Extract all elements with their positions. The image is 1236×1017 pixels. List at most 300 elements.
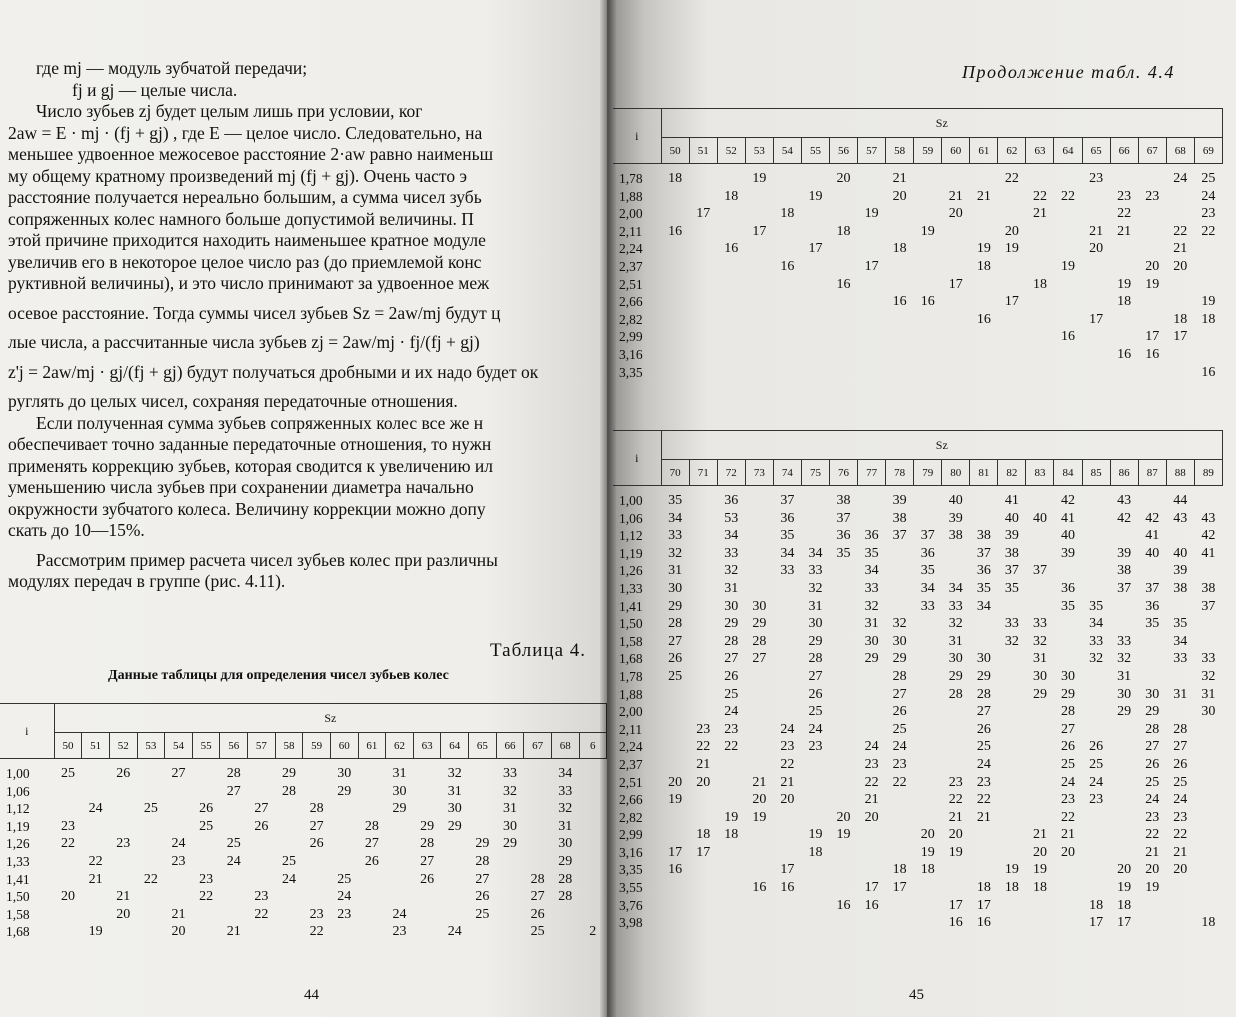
column-header: 78 — [886, 460, 914, 486]
teeth-cell: 30 — [976, 651, 991, 667]
teeth-cell — [1110, 598, 1138, 616]
teeth-cell — [970, 170, 998, 188]
teeth-cell — [1026, 240, 1054, 258]
column-header: 63 — [413, 733, 441, 759]
teeth-cell — [717, 346, 745, 364]
column-header: 74 — [773, 460, 801, 486]
teeth-cell — [109, 871, 137, 889]
teeth-cell — [1054, 650, 1082, 668]
text-line: меньшее удвоенное межосевое расстояние 2·aw равно наименьш — [8, 144, 494, 164]
teeth-cell: 24 — [1173, 792, 1188, 808]
teeth-cell — [1194, 861, 1222, 879]
teeth-cell: 19 — [88, 924, 103, 940]
ratio-cell: 2,00 — [619, 704, 643, 720]
teeth-cell: 20 — [1032, 844, 1047, 860]
teeth-cell — [54, 923, 82, 941]
teeth-cell: 31 — [724, 580, 739, 596]
teeth-cell — [745, 562, 773, 580]
teeth-cell: 19 — [864, 206, 879, 222]
teeth-cell — [248, 923, 276, 941]
teeth-cell: 33 — [1089, 633, 1104, 649]
teeth-cell: 21 — [116, 889, 131, 905]
teeth-cell — [689, 598, 717, 616]
teeth-cell: 22 — [60, 836, 75, 852]
table-row — [613, 721, 1223, 739]
teeth-cell: 19 — [1061, 258, 1076, 274]
teeth-cell — [886, 223, 914, 241]
teeth-cell — [914, 170, 942, 188]
teeth-cell: 27 — [1061, 721, 1076, 737]
text-line: лые числа, а рассчитанные числа зубьев zj = 2aw/mj · fj/(fj + gj) — [8, 332, 480, 352]
teeth-cell — [773, 311, 801, 329]
teeth-cell — [717, 170, 745, 188]
teeth-cell: 38 — [1201, 580, 1216, 596]
teeth-cell: 38 — [836, 493, 851, 508]
teeth-cell: 17 — [1089, 311, 1104, 327]
teeth-cell: 19 — [948, 844, 963, 860]
teeth-cell — [745, 188, 773, 206]
teeth-cell: 38 — [1117, 563, 1132, 579]
teeth-cell: 33 — [724, 545, 739, 561]
ratio-cell: 2,51 — [619, 276, 643, 292]
teeth-cell — [1082, 293, 1110, 311]
teeth-cell: 28 — [309, 801, 324, 817]
teeth-cell: 31 — [392, 766, 407, 781]
teeth-cell — [1026, 598, 1054, 616]
teeth-cell — [137, 818, 165, 836]
teeth-cell — [717, 205, 745, 223]
teeth-cell — [1166, 346, 1194, 364]
teeth-cell — [496, 871, 524, 889]
teeth-cell — [1054, 861, 1082, 879]
teeth-cell — [745, 721, 773, 739]
teeth-cell — [165, 800, 193, 818]
teeth-cell — [829, 205, 857, 223]
teeth-cell: 34 — [668, 510, 683, 526]
table-row — [613, 844, 1223, 862]
table-row — [613, 170, 1223, 188]
teeth-cell: 37 — [1201, 598, 1216, 614]
teeth-cell — [942, 721, 970, 739]
teeth-cell: 19 — [1004, 241, 1019, 257]
column-header: 63 — [1026, 138, 1054, 164]
teeth-cell — [801, 879, 829, 897]
teeth-cell — [1166, 205, 1194, 223]
teeth-cell — [1166, 879, 1194, 897]
text-line: расстояние получается нереально большим, а сумма чисел зубь — [8, 187, 482, 207]
teeth-cell: 37 — [1004, 563, 1019, 579]
table-row — [0, 853, 607, 871]
teeth-cell — [717, 223, 745, 241]
teeth-cell — [1082, 879, 1110, 897]
teeth-cell — [717, 861, 745, 879]
teeth-cell — [970, 510, 998, 528]
teeth-cell — [801, 276, 829, 294]
teeth-cell — [829, 686, 857, 704]
teeth-cell: 25 — [1201, 171, 1216, 186]
teeth-cell — [998, 668, 1026, 686]
teeth-cell — [773, 650, 801, 668]
teeth-cell — [858, 276, 886, 294]
column-header: 55 — [192, 733, 220, 759]
teeth-cell: 32 — [447, 766, 462, 781]
teeth-cell: 17 — [1004, 294, 1019, 310]
teeth-cell: 18 — [780, 206, 795, 222]
teeth-cell: 36 — [920, 545, 935, 561]
teeth-cell — [661, 276, 689, 294]
column-header: 6 — [579, 733, 606, 759]
teeth-cell — [220, 800, 248, 818]
teeth-cell: 22 — [1061, 188, 1076, 204]
teeth-cell: 40 — [948, 493, 963, 508]
teeth-cell: 18 — [724, 827, 739, 843]
teeth-cell — [717, 276, 745, 294]
teeth-cell: 29 — [668, 598, 683, 614]
teeth-cell: 20 — [948, 206, 963, 222]
ratio-cell: 2,82 — [619, 311, 643, 327]
teeth-cell — [1082, 258, 1110, 276]
teeth-cell — [1166, 703, 1194, 721]
teeth-cell: 39 — [948, 510, 963, 526]
line-spacer — [8, 324, 607, 332]
teeth-cell: 22 — [976, 792, 991, 808]
teeth-cell — [1110, 738, 1138, 756]
teeth-cell — [942, 346, 970, 364]
ratio-cell: 1,19 — [6, 818, 30, 834]
ratio-cell: 1,12 — [6, 801, 30, 817]
teeth-cell: 17 — [1173, 329, 1188, 345]
teeth-cell: 18 — [1201, 311, 1216, 327]
teeth-cell — [1110, 328, 1138, 346]
teeth-cell: 18 — [1032, 276, 1047, 292]
teeth-cell — [524, 800, 552, 818]
teeth-cell — [914, 311, 942, 329]
teeth-cell: 20 — [920, 827, 935, 843]
teeth-cell — [970, 844, 998, 862]
teeth-cell — [192, 923, 220, 941]
teeth-cell: 19 — [1117, 880, 1132, 896]
teeth-cell: 21 — [948, 809, 963, 825]
teeth-cell: 38 — [1004, 545, 1019, 561]
teeth-cell: 23 — [808, 739, 823, 755]
teeth-cell — [303, 765, 331, 783]
teeth-cell: 21 — [1173, 844, 1188, 860]
column-header: 52 — [109, 733, 137, 759]
teeth-cell: 19 — [752, 809, 767, 825]
teeth-cell — [358, 888, 386, 906]
teeth-cell: 30 — [447, 801, 462, 817]
teeth-cell — [717, 311, 745, 329]
text-line: z'j = 2aw/mj · gj/(fj + gj) будут получаться дробными и их надо будет ок — [8, 361, 539, 382]
teeth-cell: 30 — [1032, 668, 1047, 684]
teeth-cell — [886, 545, 914, 563]
teeth-cell — [165, 888, 193, 906]
teeth-cell: 23 — [1145, 809, 1160, 825]
teeth-cell — [137, 923, 165, 941]
teeth-cell: 22 — [892, 774, 907, 790]
table-row — [613, 293, 1223, 311]
teeth-cell: 27 — [724, 651, 739, 667]
teeth-cell — [745, 738, 773, 756]
teeth-cell — [1138, 223, 1166, 241]
teeth-cell — [970, 615, 998, 633]
teeth-cell: 33 — [780, 563, 795, 579]
text-line: fj и gj — целые числа. — [72, 79, 238, 100]
teeth-cell — [717, 328, 745, 346]
teeth-cell — [496, 923, 524, 941]
teeth-cell — [689, 668, 717, 686]
ratio-cell: 3,55 — [619, 880, 643, 896]
teeth-cell — [886, 580, 914, 598]
teeth-cell: 29 — [558, 853, 573, 869]
teeth-cell — [1194, 774, 1222, 792]
teeth-cell — [1026, 492, 1054, 510]
teeth-cell: 27 — [808, 668, 823, 684]
teeth-cell — [1054, 223, 1082, 241]
teeth-cell — [914, 188, 942, 206]
teeth-cell — [829, 774, 857, 792]
teeth-cell — [1110, 311, 1138, 329]
teeth-cell: 20 — [948, 827, 963, 843]
line-spacer — [8, 383, 607, 391]
teeth-cell — [413, 783, 441, 801]
teeth-cell — [524, 818, 552, 836]
teeth-cell — [303, 853, 331, 871]
teeth-cell — [689, 809, 717, 827]
teeth-cell: 19 — [668, 792, 683, 808]
teeth-cell — [801, 774, 829, 792]
teeth-cell — [358, 783, 386, 801]
teeth-cell — [942, 170, 970, 188]
column-header: 62 — [386, 733, 414, 759]
teeth-cell: 29 — [281, 766, 296, 781]
teeth-cell — [1026, 738, 1054, 756]
teeth-cell: 26 — [475, 889, 490, 905]
teeth-cell: 35 — [1061, 598, 1076, 614]
teeth-cell — [137, 765, 165, 783]
teeth-cell — [137, 853, 165, 871]
teeth-cell: 28 — [226, 766, 241, 781]
teeth-cell — [801, 510, 829, 528]
teeth-cell — [137, 835, 165, 853]
teeth-cell: 17 — [808, 241, 823, 257]
teeth-cell — [413, 888, 441, 906]
teeth-cell — [1026, 545, 1054, 563]
teeth-cell — [773, 914, 801, 932]
table-row — [613, 633, 1223, 651]
teeth-cell: 35 — [976, 580, 991, 596]
teeth-cell: 36 — [976, 563, 991, 579]
teeth-cell — [829, 738, 857, 756]
teeth-cell: 29 — [337, 783, 352, 799]
teeth-cell: 30 — [1145, 686, 1160, 702]
teeth-cell — [441, 888, 469, 906]
teeth-cell — [661, 188, 689, 206]
teeth-cell: 37 — [836, 510, 851, 526]
teeth-cell — [942, 364, 970, 382]
teeth-cell: 28 — [1173, 721, 1188, 737]
teeth-cell — [413, 906, 441, 924]
teeth-cell: 31 — [1117, 668, 1132, 684]
teeth-cell — [220, 818, 248, 836]
teeth-cell — [858, 844, 886, 862]
teeth-cell — [689, 293, 717, 311]
teeth-cell — [1194, 615, 1222, 633]
teeth-cell: 37 — [1117, 580, 1132, 596]
teeth-cell: 20 — [60, 889, 75, 905]
teeth-cell: 21 — [1032, 827, 1047, 843]
teeth-cell: 22 — [1173, 827, 1188, 843]
teeth-cell: 28 — [530, 871, 545, 887]
teeth-cell — [82, 765, 110, 783]
teeth-cell — [551, 923, 579, 941]
teeth-cell — [1054, 879, 1082, 897]
teeth-cell: 25 — [281, 853, 296, 869]
column-header: 50 — [54, 733, 82, 759]
teeth-cell — [998, 826, 1026, 844]
teeth-cell — [661, 240, 689, 258]
ratio-cell: 2,82 — [619, 809, 643, 825]
column-header: 89 — [1194, 460, 1222, 486]
teeth-cell — [886, 311, 914, 329]
teeth-cell — [248, 835, 276, 853]
teeth-cell: 16 — [892, 294, 907, 310]
teeth-cell: 30 — [558, 836, 573, 852]
teeth-cell — [1110, 774, 1138, 792]
teeth-cell — [1138, 914, 1166, 932]
teeth-cell: 25 — [475, 906, 490, 922]
teeth-cell: 22 — [1004, 171, 1019, 186]
teeth-cell — [886, 346, 914, 364]
teeth-cell — [524, 835, 552, 853]
teeth-cell: 16 — [668, 862, 683, 878]
sz-header: Sz — [54, 704, 606, 733]
teeth-cell — [998, 686, 1026, 704]
teeth-cell: 26 — [1061, 739, 1076, 755]
teeth-cell: 29 — [752, 616, 767, 632]
teeth-cell: 19 — [808, 827, 823, 843]
teeth-cell: 27 — [309, 818, 324, 834]
teeth-cell: 21 — [1061, 827, 1076, 843]
table-row — [613, 703, 1223, 721]
column-header: 76 — [829, 460, 857, 486]
teeth-cell — [1166, 188, 1194, 206]
sz-header: Sz — [661, 431, 1222, 460]
table-row — [613, 364, 1223, 382]
teeth-cell — [914, 492, 942, 510]
table-row — [613, 791, 1223, 809]
table-row — [613, 756, 1223, 774]
teeth-cell: 21 — [752, 774, 767, 790]
teeth-cell — [1082, 527, 1110, 545]
teeth-cell: 30 — [892, 633, 907, 649]
teeth-cell — [745, 346, 773, 364]
table-row — [613, 598, 1223, 616]
teeth-cell — [970, 205, 998, 223]
text-line: 2aw = E · mj · (fj + gj) , где E — целое число. Следовательно, на — [8, 122, 483, 143]
teeth-cell — [303, 888, 331, 906]
teeth-cell: 38 — [976, 528, 991, 544]
teeth-cell: 26 — [808, 686, 823, 702]
teeth-cell — [1194, 258, 1222, 276]
table-row — [0, 818, 607, 836]
teeth-cell — [829, 293, 857, 311]
teeth-cell: 16 — [976, 915, 991, 931]
teeth-cell: 25 — [1173, 774, 1188, 790]
table-row — [613, 258, 1223, 276]
teeth-cell: 27 — [226, 783, 241, 799]
text-line: модулях передач в группе (рис. 4.11). — [8, 571, 286, 591]
teeth-cell — [689, 580, 717, 598]
text-line: этой причине приходится находить наименьшее кратное модуле — [8, 230, 486, 250]
teeth-cell: 20 — [668, 774, 683, 790]
teeth-cell — [886, 826, 914, 844]
teeth-cell: 25 — [668, 668, 683, 684]
teeth-cell: 20 — [892, 188, 907, 204]
teeth-cell — [1026, 809, 1054, 827]
teeth-cell: 34 — [920, 580, 935, 596]
teeth-cell: 21 — [1117, 223, 1132, 239]
teeth-cell: 18 — [808, 844, 823, 860]
teeth-cell: 44 — [1173, 493, 1188, 508]
teeth-cell: 17 — [892, 880, 907, 896]
teeth-cell — [942, 756, 970, 774]
teeth-cell — [717, 914, 745, 932]
teeth-cell: 31 — [808, 598, 823, 614]
teeth-cell: 41 — [1004, 493, 1019, 508]
teeth-cell — [1166, 293, 1194, 311]
teeth-cell — [914, 703, 942, 721]
teeth-cell — [1026, 897, 1054, 915]
ratio-cell: 1,78 — [619, 171, 643, 186]
teeth-cell — [998, 205, 1026, 223]
teeth-cell — [689, 879, 717, 897]
body-text — [8, 58, 607, 593]
teeth-cell — [1054, 364, 1082, 382]
table-row — [0, 871, 607, 889]
teeth-cell — [661, 756, 689, 774]
teeth-cell: 31 — [668, 563, 683, 579]
text-line: применять коррекцию зубьев, которая сводится к увеличению ил — [8, 455, 494, 476]
teeth-cell: 18 — [1004, 880, 1019, 896]
teeth-cell — [54, 853, 82, 871]
teeth-cell: 22 — [1145, 827, 1160, 843]
teeth-cell: 24 — [281, 871, 296, 887]
teeth-cell — [1110, 364, 1138, 382]
teeth-cell: 38 — [892, 510, 907, 526]
teeth-cell — [54, 906, 82, 924]
table-row — [613, 897, 1223, 915]
ratio-cell: 1,12 — [619, 528, 643, 544]
teeth-cell — [1194, 897, 1222, 915]
teeth-cell: 29 — [447, 818, 462, 834]
teeth-cell — [165, 871, 193, 889]
teeth-cell — [858, 721, 886, 739]
teeth-cell: 26 — [364, 853, 379, 869]
teeth-cell — [1054, 914, 1082, 932]
teeth-cell — [745, 240, 773, 258]
teeth-cell: 34 — [808, 545, 823, 561]
teeth-cell — [829, 240, 857, 258]
teeth-cell: 23 — [254, 889, 269, 905]
teeth-cell — [54, 871, 82, 889]
column-header: 60 — [330, 733, 358, 759]
teeth-cell — [109, 853, 137, 871]
teeth-cell — [441, 871, 469, 889]
teeth-cell — [886, 598, 914, 616]
teeth-cell: 18 — [724, 188, 739, 204]
teeth-cell — [745, 914, 773, 932]
